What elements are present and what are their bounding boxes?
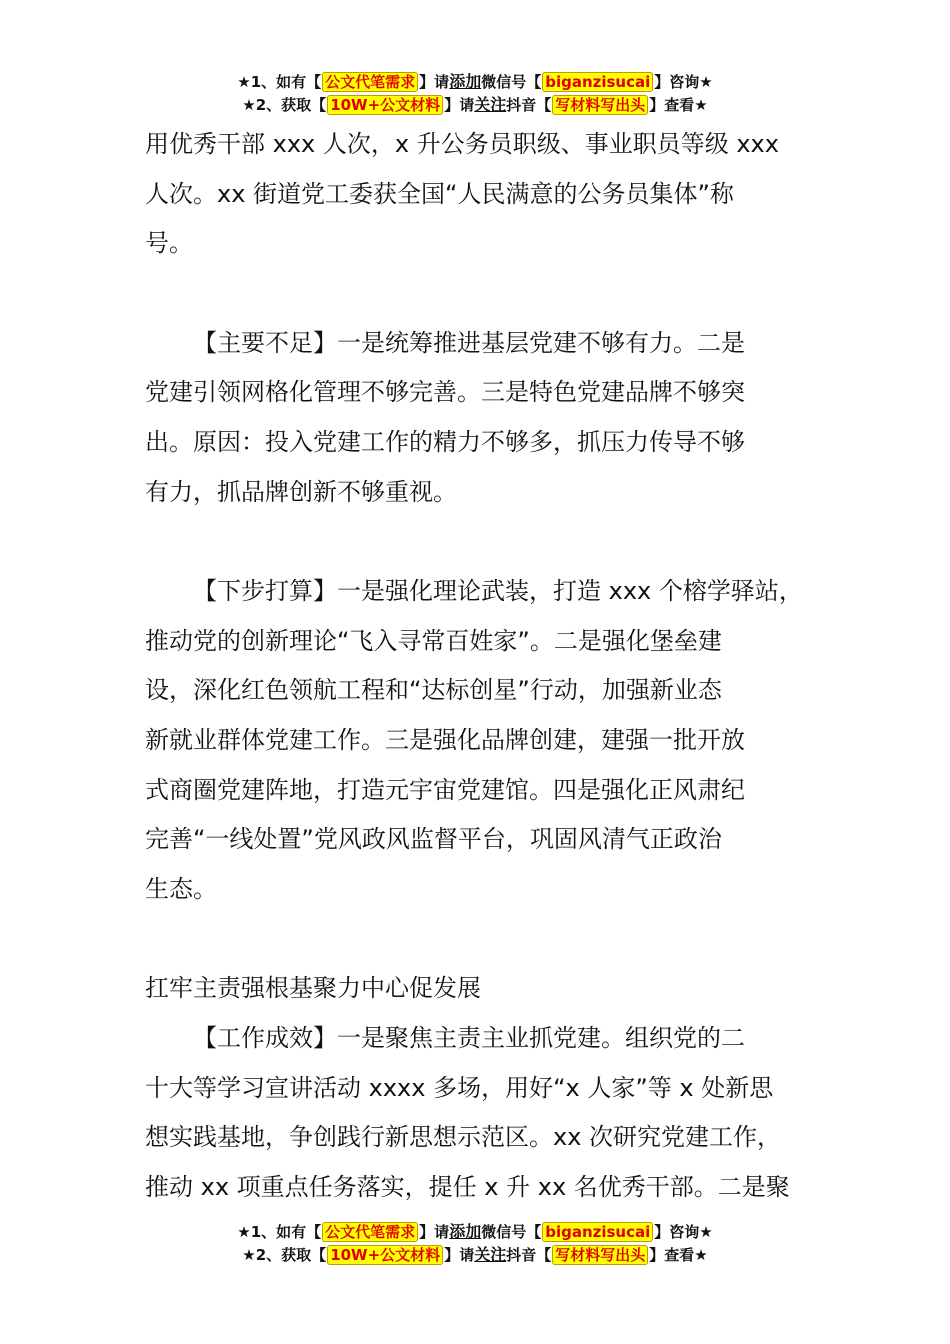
highlight-tag: 公文代笔需求 xyxy=(322,72,418,92)
wechat-id-tag: biganzisucai xyxy=(542,72,653,92)
text-line: 想实践基地，争创践行新思想示范区。xx 次研究党建工作， xyxy=(145,1123,782,1152)
highlight-tag: 10W+公文材料 xyxy=(327,1245,443,1265)
text-line: 【工作成效】一是聚焦主责主业抓党建。组织党的二 xyxy=(193,1023,745,1052)
highlight-tag: 10W+公文材料 xyxy=(327,95,443,115)
document-body xyxy=(145,120,810,1212)
text-line: 设，深化红色领航工程和“达标创星”行动，加强新业态 xyxy=(145,676,722,705)
text-line: 式商圈党建阵地，打造元宇宙党建馆。四是强化正风肃纪 xyxy=(145,775,745,804)
text-line: 十大等学习宣讲活动 xxxx 多场，用好“x 人家”等 x 处新思 xyxy=(145,1073,774,1102)
text-line: 出。原因：投入党建工作的精力不够多，抓压力传导不够 xyxy=(145,427,745,456)
footer-banner xyxy=(0,1220,950,1266)
highlight-tag: 公文代笔需求 xyxy=(322,1222,418,1242)
text-line: 推动 xx 项重点任务落实，提任 x 升 xx 名优秀干部。二是聚 xyxy=(145,1172,790,1201)
text-line: 新就业群体党建工作。三是强化品牌创建，建强一批开放 xyxy=(145,725,745,754)
text-line: 【主要不足】一是统筹推进基层党建不够有力。二是 xyxy=(193,328,745,357)
banner-line-2: ★2、获取【 10W+公文材料 】请关注抖音【 写材料写出头 】查看★ xyxy=(242,95,708,114)
banner-line-2: ★2、获取【 10W+公文材料 】请关注抖音【 写材料写出头 】查看★ xyxy=(242,1245,708,1264)
text-line: 推动党的创新理论“飞入寻常百姓家”。二是强化堡垒建 xyxy=(145,626,722,655)
paragraph-work-results xyxy=(145,1014,810,1212)
text-line: 生态。 xyxy=(145,874,217,903)
text-line: 号。 xyxy=(145,229,193,258)
text-line: 用优秀干部 xxx 人次，x 升公务员职级、事业职员等级 xxx xyxy=(145,130,779,158)
text-line: 【下步打算】一是强化理论武装，打造 xxx 个榕学驿站， xyxy=(193,577,803,606)
douyin-tag: 写材料写出头 xyxy=(552,1245,648,1265)
paragraph-results-continued xyxy=(145,120,810,269)
header-banner xyxy=(0,70,950,116)
wechat-id-tag: biganzisucai xyxy=(542,1222,653,1242)
banner-line-1: ★1、如有【 公文代笔需求 】请添加微信号【 biganzisucai 】咨询★ xyxy=(237,72,713,91)
section-title: 扛牢主责强根基聚力中心促发展 xyxy=(145,974,481,1003)
douyin-tag: 写材料写出头 xyxy=(552,95,648,115)
text-line: 人次。xx 街道党工委获全国“人民满意的公务员集体”称 xyxy=(145,179,734,208)
paragraph-shortcomings xyxy=(145,319,810,517)
text-line: 完善“一线处置”党风政风监督平台，巩固风清气正政治 xyxy=(145,825,722,854)
text-line: 党建引领网格化管理不够完善。三是特色党建品牌不够突 xyxy=(145,378,745,407)
banner-line-1: ★1、如有【 公文代笔需求 】请添加微信号【 biganzisucai 】咨询★ xyxy=(237,1222,713,1241)
text-line: 有力，抓品牌创新不够重视。 xyxy=(145,477,457,506)
paragraph-next-steps xyxy=(145,567,810,914)
